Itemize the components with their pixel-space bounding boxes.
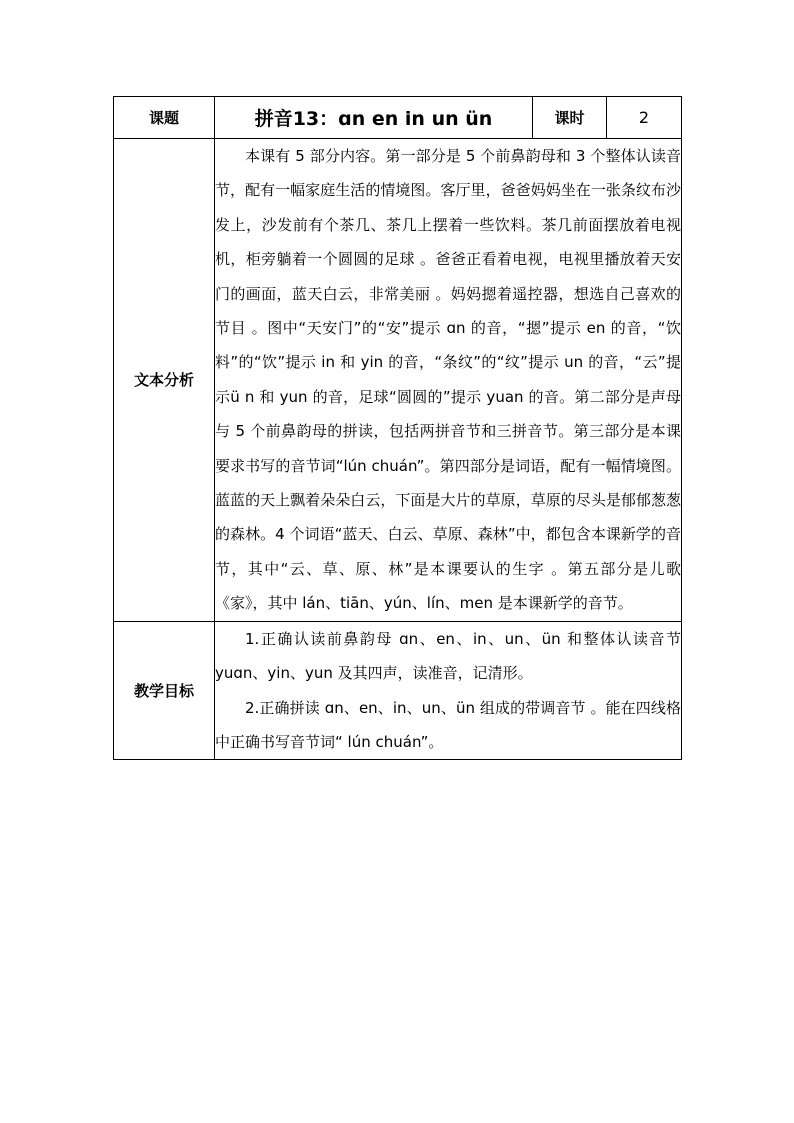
goal-item-1: 1.正确认读前鼻韵母 ɑn、en、in、un、ün 和整体认读音节 yuɑn、yin、yun 及其四声，读准音，记清形。	[215, 629, 681, 683]
goals-label: 教学目标	[114, 621, 215, 760]
analysis-cell	[215, 139, 682, 622]
period-label: 课时	[533, 97, 607, 139]
goal-item-2: 2.正确拼读 ɑn、en、in、un、ün 组成的带调音节 。能在四线格中正确书写音节词“ lún chuán”。	[215, 698, 681, 751]
goals-cell	[215, 621, 682, 760]
period-value: 2	[607, 97, 682, 139]
header-row	[114, 97, 682, 139]
analysis-text: 本课有 5 部分内容。第一部分是 5 个前鼻韵母和 3 个整体认读音节，配有一幅家庭生活的情境图。客厅里，爸爸妈妈坐在一张条纹布沙发上，沙发前有个茶几、茶几上摆着一些饮料。茶几前面摆放着电视机，柜旁躺着一个圆圆的足球 。爸爸正看着电视，电视里播放着天安门的画面，蓝天白云，非常美丽 。妈妈摁着遥控器，想选自己喜欢的节目 。图中“天安门”的“安”提示 ɑn 的音，“摁”提示 en 的音，“饮料”的“饮”提示 in 和 yin 的音，“条纹”的“纹”提示 un 的音，“云”提示ü n 和 yun 的音，足球“圆圆的”提示 yuan 的音。第二部分是声母与 5 个前鼻韵母的拼读，包括两拼音节和三拼音节。第三部分是本课要求书写的音节词“lún chuán”。第四部分是词语，配有一幅情境图。蓝蓝的天上飘着朵朵白云，下面是大片的草原，草原的尽头是郁郁葱葱的森林。4 个词语“蓝天、白云、草原、森林”中，都包含本课新学的音节，其中“云、草、原、林”是本课要认的生字 。第五部分是儿歌《家》，其中 lán、tiān、yún、lín、men 是本课新学的音节。	[215, 147, 681, 613]
lesson-plan-table	[113, 96, 682, 760]
analysis-label: 文本分析	[114, 139, 215, 622]
analysis-row	[114, 139, 682, 622]
lesson-title: 拼音13：ɑn en in un ün	[215, 97, 533, 139]
topic-label: 课题	[114, 97, 215, 139]
goals-row	[114, 621, 682, 760]
